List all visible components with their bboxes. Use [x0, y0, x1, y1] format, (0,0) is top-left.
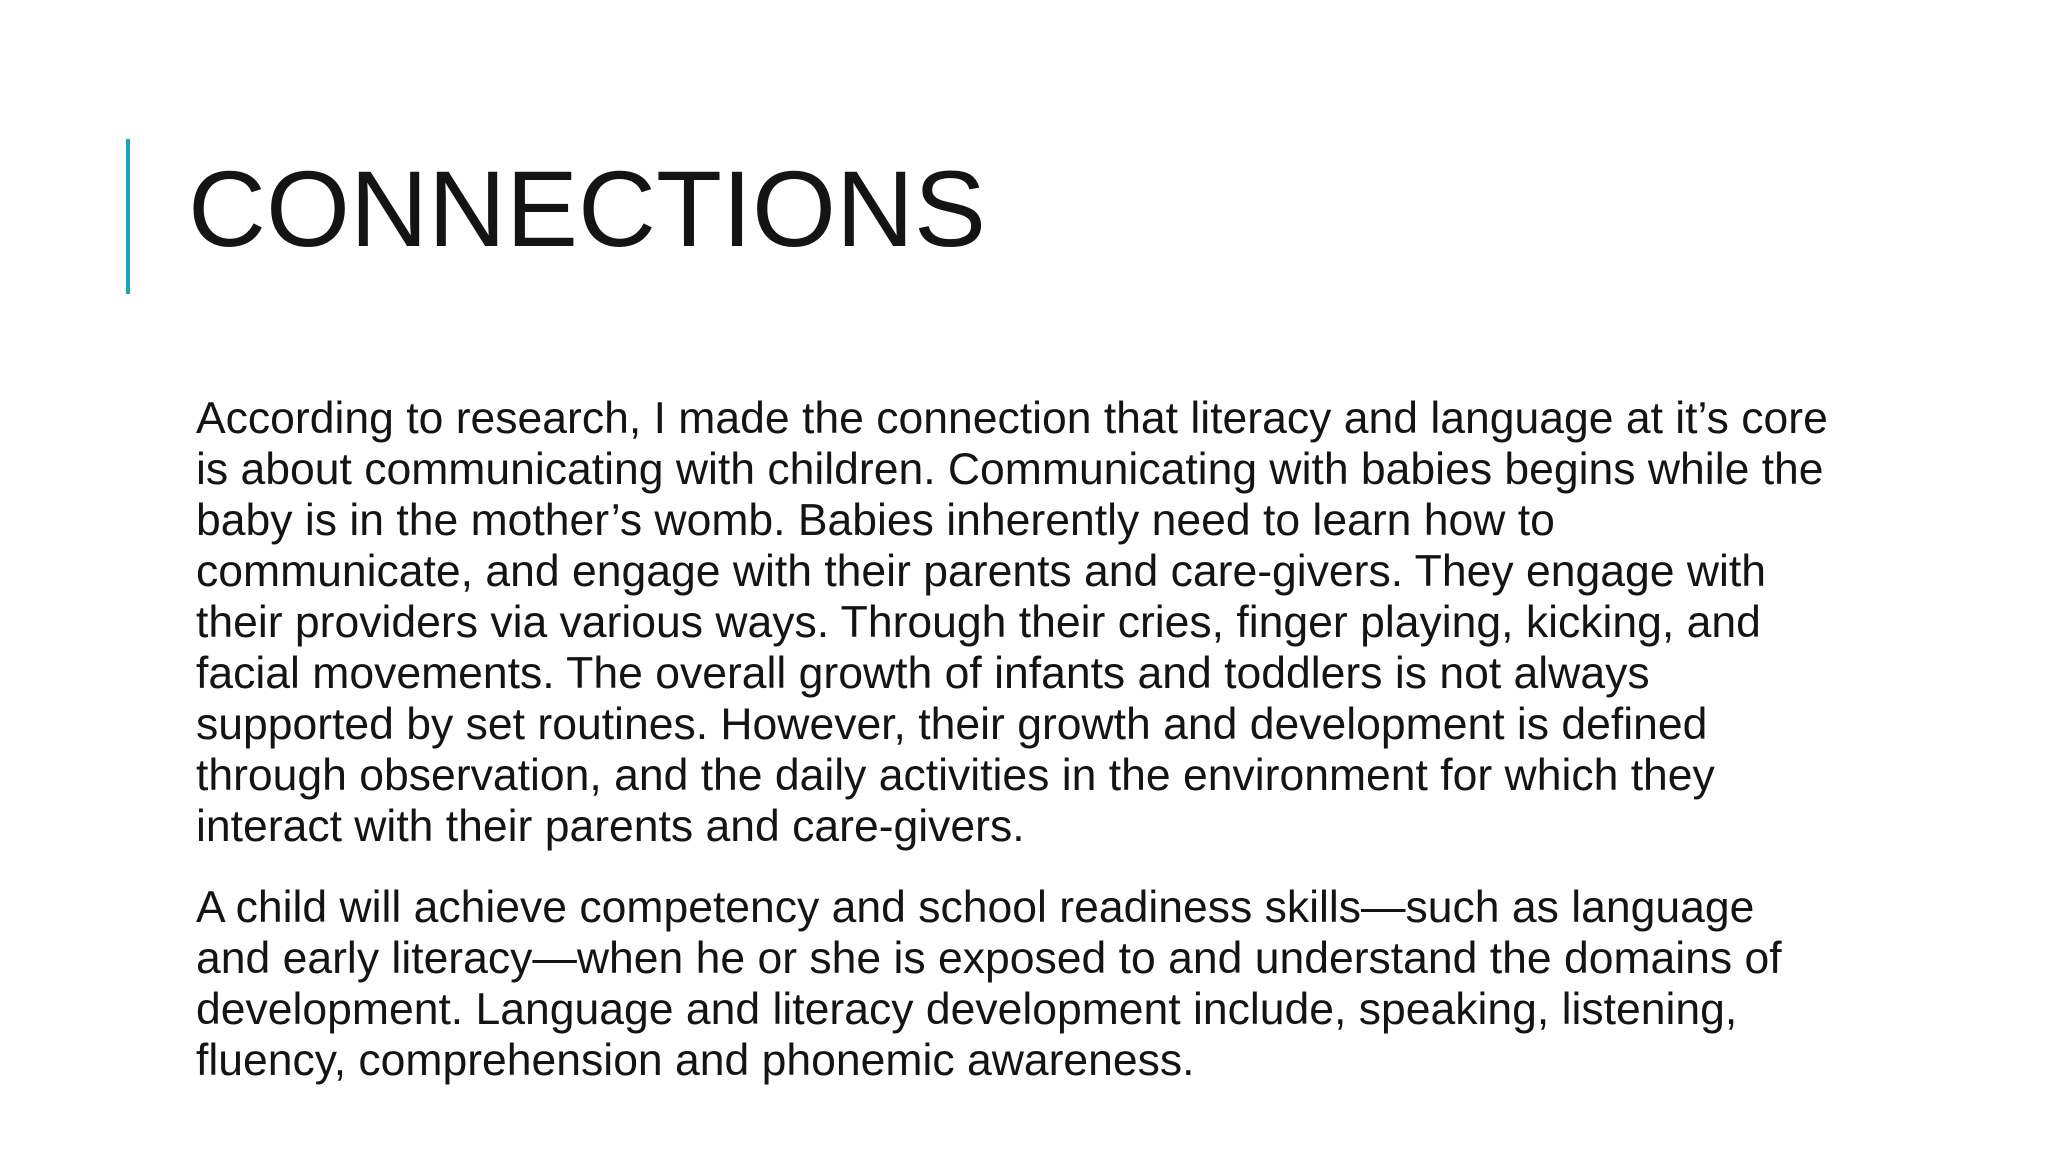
- body-paragraph: A child will achieve competency and school readiness skills—such as language and early literacy—when he or she is exposed to and understand the domains of development. Language and literacy development include, speaking, listening, fluency, comprehension and phonemic awareness.: [196, 883, 1782, 1085]
- title-accent-bar: [126, 139, 130, 294]
- body-paragraph: According to research, I made the connection that literacy and language at it’s core is about communicating with children. Communicating with babies begins while the baby is in the mother’s womb. Babies inherently need to learn how to communicate, and engage with their parents and care-givers. They engage with their providers via various ways. Through their cries, finger playing, kicking, and facial movements. The overall growth of infants and toddlers is not always supported by set routines. However, their growth and development is defined through observation, and the daily activities in the environment for which they interact with their parents and care-givers.: [196, 394, 1828, 851]
- slide-title: CONNECTIONS: [188, 148, 987, 269]
- slide-body: [196, 393, 1836, 1116]
